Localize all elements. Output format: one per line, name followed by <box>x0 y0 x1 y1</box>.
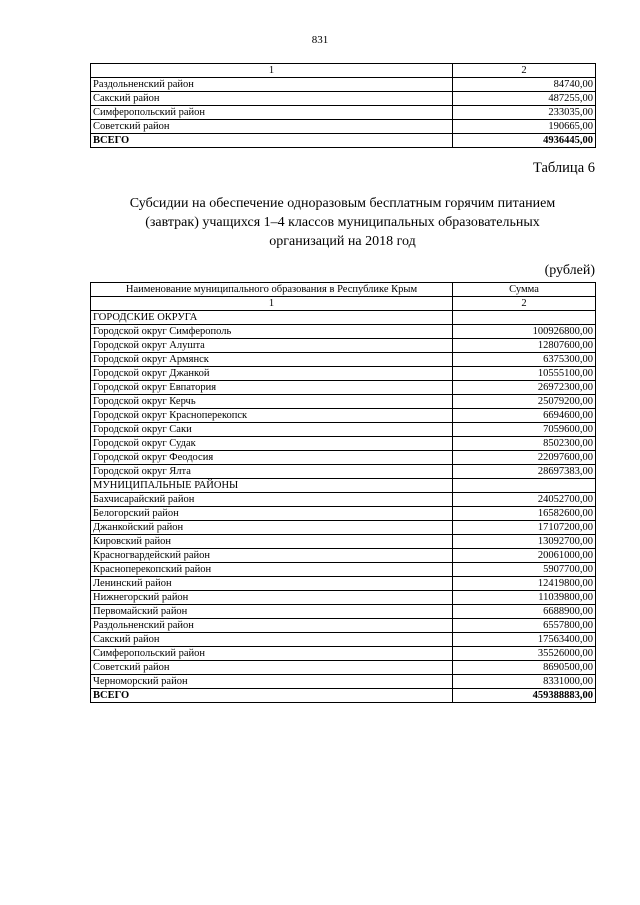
row-value: 5907700,00 <box>453 563 596 577</box>
row-value: 190665,00 <box>453 120 596 134</box>
table-row <box>91 451 596 465</box>
table-label: Таблица 6 <box>532 160 595 176</box>
column-number: 1 <box>91 297 453 311</box>
row-value: 17107200,00 <box>453 521 596 535</box>
row-name: Симферопольский район <box>91 647 453 661</box>
row-value: 24052700,00 <box>453 493 596 507</box>
table-row <box>91 92 596 106</box>
table-row <box>91 78 596 92</box>
row-value: 6688900,00 <box>453 605 596 619</box>
row-name: Советский район <box>91 120 453 134</box>
row-value: 6557800,00 <box>453 619 596 633</box>
row-name: Ленинский район <box>91 577 453 591</box>
table-row <box>91 521 596 535</box>
row-value: 11039800,00 <box>453 591 596 605</box>
total-label: ВСЕГО <box>91 134 453 148</box>
column-header-row <box>91 283 596 297</box>
table-row <box>91 106 596 120</box>
row-name: Городской округ Евпатория <box>91 381 453 395</box>
column-number: 1 <box>91 64 453 78</box>
row-value: 10555100,00 <box>453 367 596 381</box>
row-value: 26972300,00 <box>453 381 596 395</box>
row-name: Советский район <box>91 661 453 675</box>
row-name: Черноморский район <box>91 675 453 689</box>
row-value: 20061000,00 <box>453 549 596 563</box>
row-name: Городской округ Красноперекопск <box>91 409 453 423</box>
section-row <box>91 479 596 493</box>
row-name: Раздольненский район <box>91 78 453 92</box>
column-number-row <box>91 64 596 78</box>
row-name: Городской округ Джанкой <box>91 367 453 381</box>
row-value: 8502300,00 <box>453 437 596 451</box>
row-value: 487255,00 <box>453 92 596 106</box>
row-name: Нижнегорский район <box>91 591 453 605</box>
row-name: Городской округ Судак <box>91 437 453 451</box>
table-row <box>91 423 596 437</box>
section-row <box>91 311 596 325</box>
title-line: Субсидии на обеспечение одноразовым бесплатным горячим питанием <box>129 196 556 211</box>
row-name: Городской округ Симферополь <box>91 325 453 339</box>
column-number-row <box>91 297 596 311</box>
row-name: Сакский район <box>91 92 453 106</box>
row-value: 12807600,00 <box>453 339 596 353</box>
column-header-sum: Сумма <box>453 283 596 297</box>
table-row <box>91 437 596 451</box>
table-row <box>91 577 596 591</box>
table-row <box>91 353 596 367</box>
row-name: Городской округ Феодосия <box>91 451 453 465</box>
table-row <box>91 493 596 507</box>
row-name: Первомайский район <box>91 605 453 619</box>
row-value: 8331000,00 <box>453 675 596 689</box>
row-value: 6375300,00 <box>453 353 596 367</box>
row-value: 13092700,00 <box>453 535 596 549</box>
table-row <box>91 605 596 619</box>
table-row <box>91 661 596 675</box>
row-name: Городской округ Ялта <box>91 465 453 479</box>
row-name: Красногвардейский район <box>91 549 453 563</box>
table-row <box>91 535 596 549</box>
row-value: 25079200,00 <box>453 395 596 409</box>
table-row <box>91 381 596 395</box>
column-number: 2 <box>453 64 596 78</box>
row-name: Красноперекопский район <box>91 563 453 577</box>
section-header: МУНИЦИПАЛЬНЫЕ РАЙОНЫ <box>91 479 453 493</box>
row-name: Городской округ Армянск <box>91 353 453 367</box>
row-value: 7059600,00 <box>453 423 596 437</box>
row-name: Кировский район <box>91 535 453 549</box>
row-name: Раздольненский район <box>91 619 453 633</box>
table-row <box>91 563 596 577</box>
table-row <box>91 339 596 353</box>
row-name: Городской округ Алушта <box>91 339 453 353</box>
row-name: Городской округ Керчь <box>91 395 453 409</box>
total-label: ВСЕГО <box>91 689 453 703</box>
row-value: 100926800,00 <box>453 325 596 339</box>
units-label: (рублей) <box>544 263 595 278</box>
row-value: 35526000,00 <box>453 647 596 661</box>
row-value: 17563400,00 <box>453 633 596 647</box>
row-value: 16582600,00 <box>453 507 596 521</box>
row-name: Белогорский район <box>91 507 453 521</box>
table-row <box>91 409 596 423</box>
table-row <box>91 675 596 689</box>
table-row <box>91 395 596 409</box>
table-title <box>90 194 595 251</box>
subsidy-table <box>90 282 596 703</box>
table-row <box>91 465 596 479</box>
row-value: 233035,00 <box>453 106 596 120</box>
row-value: 22097600,00 <box>453 451 596 465</box>
row-value: 12419800,00 <box>453 577 596 591</box>
row-value: 28697383,00 <box>453 465 596 479</box>
row-name: Городской округ Саки <box>91 423 453 437</box>
table-row <box>91 619 596 633</box>
row-name: Джанкойский район <box>91 521 453 535</box>
column-number: 2 <box>453 297 596 311</box>
table-row <box>91 647 596 661</box>
row-name: Бахчисарайский район <box>91 493 453 507</box>
table-row <box>91 591 596 605</box>
row-value: 6694600,00 <box>453 409 596 423</box>
table-row <box>91 325 596 339</box>
row-value: 8690500,00 <box>453 661 596 675</box>
continued-table <box>90 63 596 148</box>
section-header: ГОРОДСКИЕ ОКРУГА <box>91 311 453 325</box>
page-number: 831 <box>311 34 329 46</box>
total-value: 459388883,00 <box>453 689 596 703</box>
total-value: 4936445,00 <box>453 134 596 148</box>
title-line: (завтрак) учащихся 1–4 классов муниципальных образовательных <box>145 215 540 230</box>
table-row <box>91 633 596 647</box>
table-row <box>91 120 596 134</box>
title-line: организаций на 2018 год <box>269 234 416 249</box>
row-value: 84740,00 <box>453 78 596 92</box>
column-header-name: Наименование муниципального образования в Республике Крым <box>91 283 453 297</box>
total-row <box>91 134 596 148</box>
total-row <box>91 689 596 703</box>
row-name: Симферопольский район <box>91 106 453 120</box>
table-row <box>91 549 596 563</box>
table-row <box>91 507 596 521</box>
table-row <box>91 367 596 381</box>
row-name: Сакский район <box>91 633 453 647</box>
